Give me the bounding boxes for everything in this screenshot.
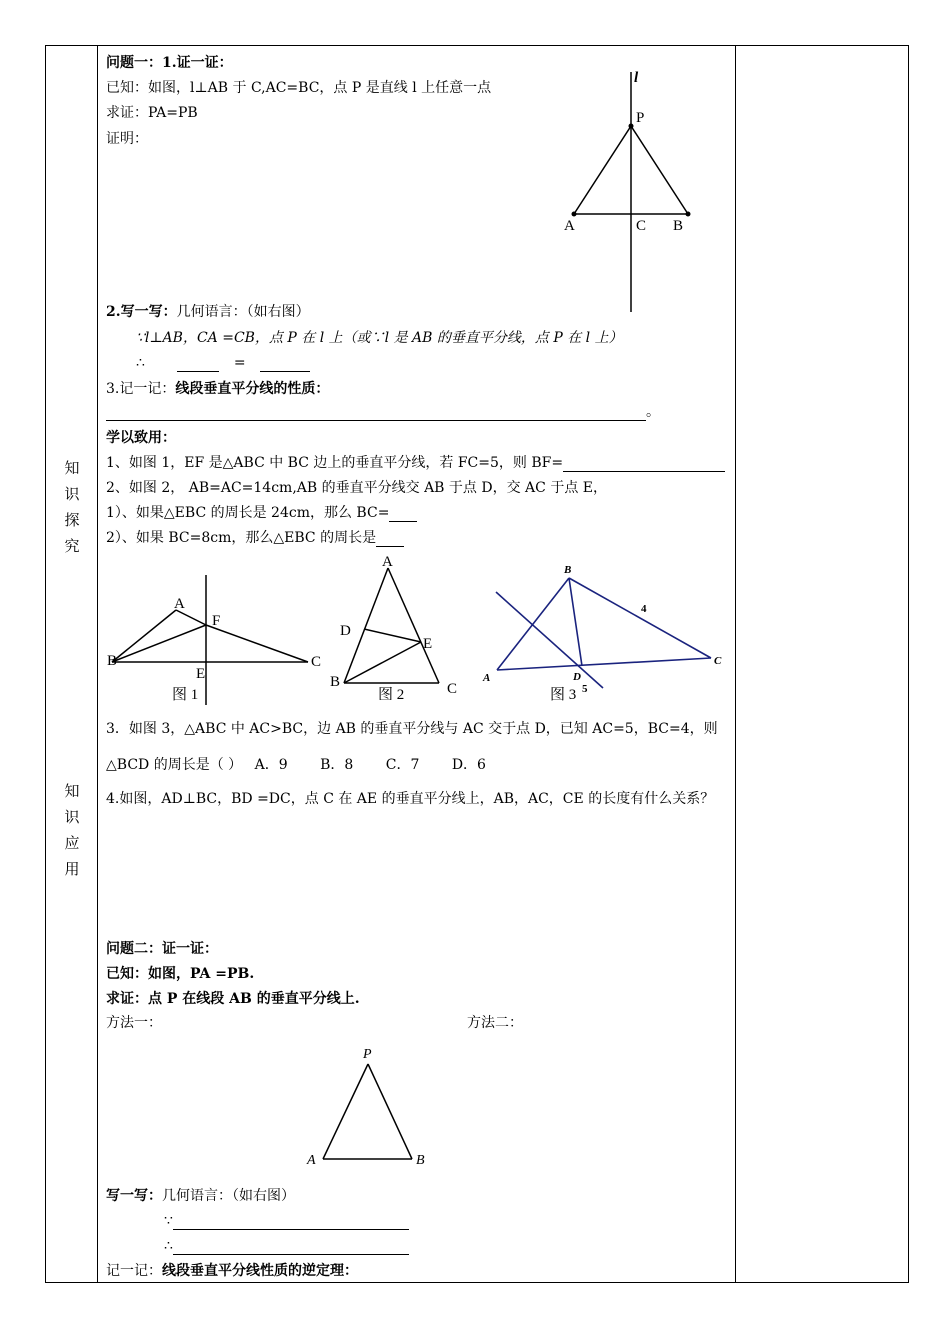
fig1-label-C: C [311,654,322,670]
q1-proof-label: 证明： [106,131,148,147]
fig1-label-E: E [196,666,206,682]
fig1-caption: 图 1 [172,687,199,703]
label-A: A [564,218,575,234]
q2-remember: 记一记：线段垂直平分线性质的逆定理： [106,1263,358,1279]
column-divider-left [97,45,98,1283]
q2-therefore-line: ∴ [164,1237,409,1255]
q2-title: 问题二：证一证： [106,941,218,957]
practice-q2b: 2）、如果 BC=8cm，那么△EBC 的周长是 [106,529,404,547]
figure-perpendicular-bisector [550,62,710,317]
label-B: B [673,218,684,234]
fig1-label-B: B [107,653,118,669]
q1-prove: 求证：PA=PB [106,105,198,121]
practice-q3a: 3．如图 3，△ABC 中 AC>BC，边 AB 的垂直平分线与 AC 交于点 D，已知 AC=5，BC=4，则 [106,721,718,737]
fig1-label-A: A [174,596,185,612]
q2-method1: 方法一： [106,1015,162,1031]
figpab-label-A: A [307,1153,316,1168]
fig2-label-A: A [382,554,393,570]
practice-title: 学以致用： [106,430,176,446]
q1-because-line: ∵l⊥AB，CA =CB，点 P 在 l 上（或∵l 是 AB 的垂直平分线，点 P 在 l 上） [136,330,623,346]
label-l: l [634,70,639,86]
figure-pab [300,1040,440,1175]
practice-q4: 4.如图，AD⊥BC，BD =DC，点 C 在 AE 的垂直平分线上，AB，AC，CE 的长度有什么关系？ [106,791,715,807]
figure-3 [478,560,728,708]
practice-q2a: 1）、如果△EBC 的周长是 24cm，那么 BC= [106,504,417,522]
figpab-label-B: B [416,1153,425,1168]
side-label-knowledge-explore: 知 识 探 究 [64,459,80,555]
figure-1 [104,568,329,708]
q1-remember: 3.记一记：线段垂直平分线的性质： [106,381,330,397]
figpab-label-P: P [363,1047,372,1062]
fig3-label-5: 5 [582,683,588,695]
q2-prove: 求证：点 P 在线段 AB 的垂直平分线上. [106,991,360,1007]
q1-title: 问题一：1.证一证： [106,55,233,71]
fig3-label-A: A [483,672,491,684]
q2-write: 写一写：几何语言：（如右图） [106,1188,295,1204]
practice-q3b: △BCD 的周长是（ ） A．9 B．8 C．7 D．6 [106,757,486,773]
practice-q1: 1、如图 1，EF 是△ABC 中 BC 边上的垂直平分线，若 FC=5，则 BF= [106,454,725,472]
practice-q2: 2、如图 2， AB=AC=14cm,AB 的垂直平分线交 AB 于点 D，交 AC 于点 E， [106,480,607,496]
column-divider-right [735,45,736,1283]
fig3-label-4: 4 [641,603,647,615]
q1-given: 已知：如图，l⊥AB 于 C,AC=BC，点 P 是直线 l 上任意一点 [106,80,492,96]
fig2-label-D: D [340,623,351,639]
side-label-knowledge-apply: 知 识 应 用 [64,782,80,878]
q1-therefore-line: ∴ = [136,354,310,372]
label-P: P [636,110,645,126]
label-C: C [636,218,647,234]
fig3-label-C: C [714,655,722,667]
q2-because-line: ∵ [164,1212,409,1230]
q2-method2: 方法二： [467,1015,523,1031]
figure-2 [326,550,466,700]
q1-remember-blank: 。 [106,403,660,421]
fig1-label-F: F [212,613,221,629]
fig2-caption: 图 2 [378,687,405,700]
fig3-label-D: D [573,671,581,683]
fig3-caption: 图 3 [550,687,577,703]
fig2-label-E: E [423,636,433,652]
fig2-label-C: C [447,681,458,697]
q2-given: 已知：如图，PA =PB. [106,966,255,982]
q1-write: 2.写一写：几何语言：（如右图） [106,304,310,320]
fig3-label-B: B [564,564,572,576]
fig2-label-B: B [330,674,341,690]
